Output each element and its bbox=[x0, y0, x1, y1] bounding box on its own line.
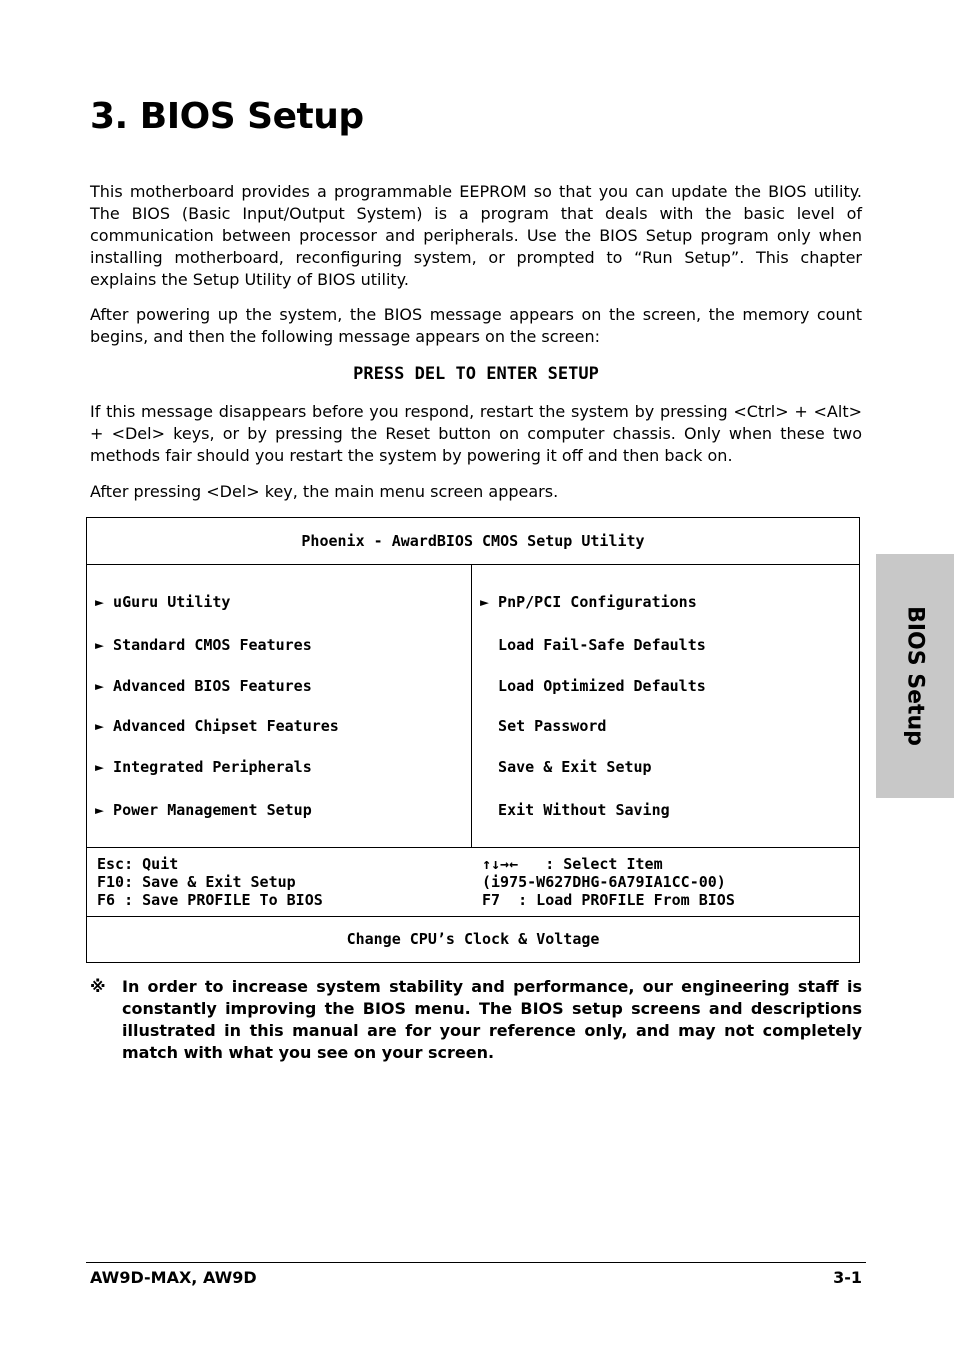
power-up-paragraph: After powering up the system, the BIOS message appears on the screen, the memory count begins, and then the following message appears on the screen: bbox=[90, 305, 862, 346]
menu-item-set-password[interactable]: Set Password bbox=[480, 717, 607, 735]
intro-paragraph: This motherboard provides a programmable EEPROM so that you can update the BIOS utility. The BIOS (Basic Input/Output System) is a program that deals with the basic level of communication between processor and peripherals. Use the BIOS Setup program only when installing motherboard, reconfiguring system, or prompted to “Run Setup”. This chapter explains the Setup Utility of BIOS utility. bbox=[90, 182, 862, 289]
menu-item-uguru-utility[interactable]: ► uGuru Utility bbox=[95, 593, 231, 611]
reference-mark-icon: ※ bbox=[90, 977, 106, 996]
footer-divider bbox=[86, 1262, 866, 1263]
menu-item-integrated-peripherals[interactable]: ► Integrated Peripherals bbox=[95, 758, 312, 776]
menu-item-pnp-pci-configurations[interactable]: ► PnP/PCI Configurations bbox=[480, 593, 697, 611]
note-text: In order to increase system stability and performance, our engineering staff is constantly improving the BIOS menu. The BIOS setup screens and descriptions illustrated in this manual are for your reference only, and may not completely match with what you see on your screen. bbox=[122, 977, 862, 1062]
press-del-message: PRESS DEL TO ENTER SETUP bbox=[353, 364, 599, 384]
key-arrows-select-item: ↑↓→← : Select Item bbox=[482, 855, 663, 873]
note-block bbox=[90, 976, 862, 1064]
bios-left-menu bbox=[87, 565, 472, 847]
key-f6-save-profile: F6 : Save PROFILE To BIOS bbox=[97, 891, 323, 909]
restart-paragraph: If this message disappears before you respond, restart the system by pressing <Ctrl> + <Alt> + <Del> keys, or by pressing the Reset button on computer chassis. Only when these two methods fair should you restart the system by powering it off and then back on. bbox=[90, 402, 862, 465]
footer-page-number: 3-1 bbox=[833, 1268, 862, 1287]
menu-item-load-optimized-defaults[interactable]: Load Optimized Defaults bbox=[480, 677, 706, 695]
menu-item-advanced-bios-features[interactable]: ► Advanced BIOS Features bbox=[95, 677, 312, 695]
page-title: 3. BIOS Setup bbox=[90, 96, 364, 137]
side-tab bbox=[876, 554, 954, 798]
bios-footer-help: Change CPU’s Clock & Voltage bbox=[346, 930, 600, 948]
bios-main-menu-screen bbox=[86, 517, 860, 963]
bios-version-string: (i975-W627DHG-6A79IA1CC-00) bbox=[482, 873, 726, 891]
key-f7-load-profile: F7 : Load PROFILE From BIOS bbox=[482, 891, 735, 909]
side-tab-label: BIOS Setup bbox=[902, 606, 928, 746]
menu-item-power-management-setup[interactable]: ► Power Management Setup bbox=[95, 801, 312, 819]
footer-model: AW9D-MAX, AW9D bbox=[90, 1268, 257, 1287]
menu-item-exit-without-saving[interactable]: Exit Without Saving bbox=[480, 801, 670, 819]
bios-key-legend bbox=[87, 847, 859, 917]
main-menu-paragraph: After pressing <Del> key, the main menu screen appears. bbox=[90, 482, 559, 501]
key-f10-save-exit: F10: Save & Exit Setup bbox=[97, 873, 296, 891]
menu-item-load-fail-safe-defaults[interactable]: Load Fail-Safe Defaults bbox=[480, 636, 706, 654]
bios-right-menu bbox=[472, 565, 859, 847]
menu-item-standard-cmos-features[interactable]: ► Standard CMOS Features bbox=[95, 636, 312, 654]
menu-item-save-exit-setup[interactable]: Save & Exit Setup bbox=[480, 758, 652, 776]
key-esc-quit: Esc: Quit bbox=[97, 855, 179, 873]
menu-item-advanced-chipset-features[interactable]: ► Advanced Chipset Features bbox=[95, 717, 339, 735]
bios-header: Phoenix - AwardBIOS CMOS Setup Utility bbox=[87, 518, 859, 565]
